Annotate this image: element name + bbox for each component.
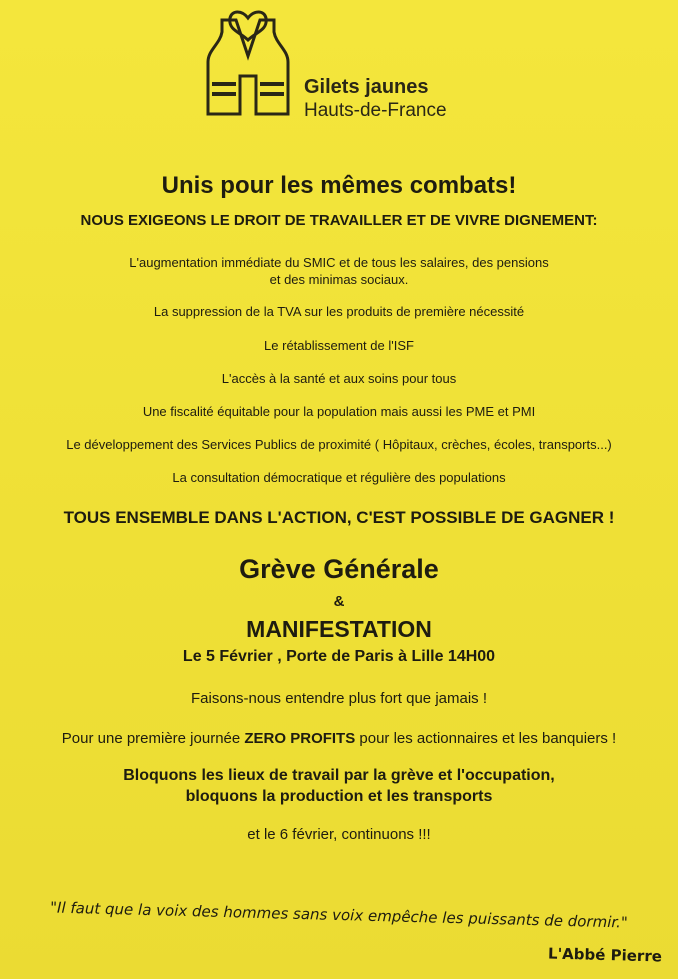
quote-author: L'Abbé Pierre [547,944,663,966]
demand-consultation: La consultation démocratique et régulière des populations [172,470,506,485]
ampersand: & [333,593,345,610]
message-loud: Faisons-nous entendre plus fort que jamais ! [191,690,487,707]
profits-text-before: Pour une première journée [61,730,245,747]
demand-salaries-line-1: L'augmentation immédiate du SMIC et de tous les salaires, des pensions [129,255,549,270]
brand-name: Gilets jaunes [304,76,429,98]
quote-text: "Il faut que la voix des hommes sans voix empêche les puissants de dormir." [49,898,629,932]
manifestation-heading: MANIFESTATION [246,616,432,642]
rally-cry: TOUS ENSEMBLE DANS L'ACTION, C'EST POSSIBLE DE GAGNER ! [63,508,615,527]
profits-text-bold: ZERO PROFITS [244,730,356,747]
demand-tax: Une fiscalité équitable pour la population mais aussi les PME et PMI [142,404,536,419]
strike-heading: Grève Générale [239,554,439,584]
yellow-vest-heart-icon [200,10,300,120]
event-details: Le 5 Février , Porte de Paris à Lille 14H00 [182,648,496,665]
message-block-line-1: Bloquons les lieux de travail par la grève et l'occupation, [123,767,555,784]
demand-health: L'accès à la santé et aux soins pour tous [221,371,457,386]
demands-heading: NOUS EXIGEONS LE DROIT DE TRAVAILLER ET DE VIVRE DIGNEMENT: [80,212,598,229]
brand-region: Hauts-de-France [304,100,447,121]
message-continue: et le 6 février, continuons !!! [247,826,431,843]
message-zero-profits [0,730,678,747]
profits-text-after: pour les actionnaires et les banquiers ! [355,730,617,747]
demand-public-services: Le développement des Services Publics de proximité ( Hôpitaux, crèches, écoles, transports...) [66,437,612,452]
page-title: Unis pour les mêmes combats! [161,172,517,199]
message-block-line-2: bloquons la production et les transports [185,788,493,805]
logo [200,10,490,125]
demand-salaries-line-2: et des minimas sociaux. [269,272,409,287]
demand-isf: Le rétablissement de l'ISF [264,338,414,353]
demand-tva: La suppression de la TVA sur les produits de première nécessité [153,304,525,319]
